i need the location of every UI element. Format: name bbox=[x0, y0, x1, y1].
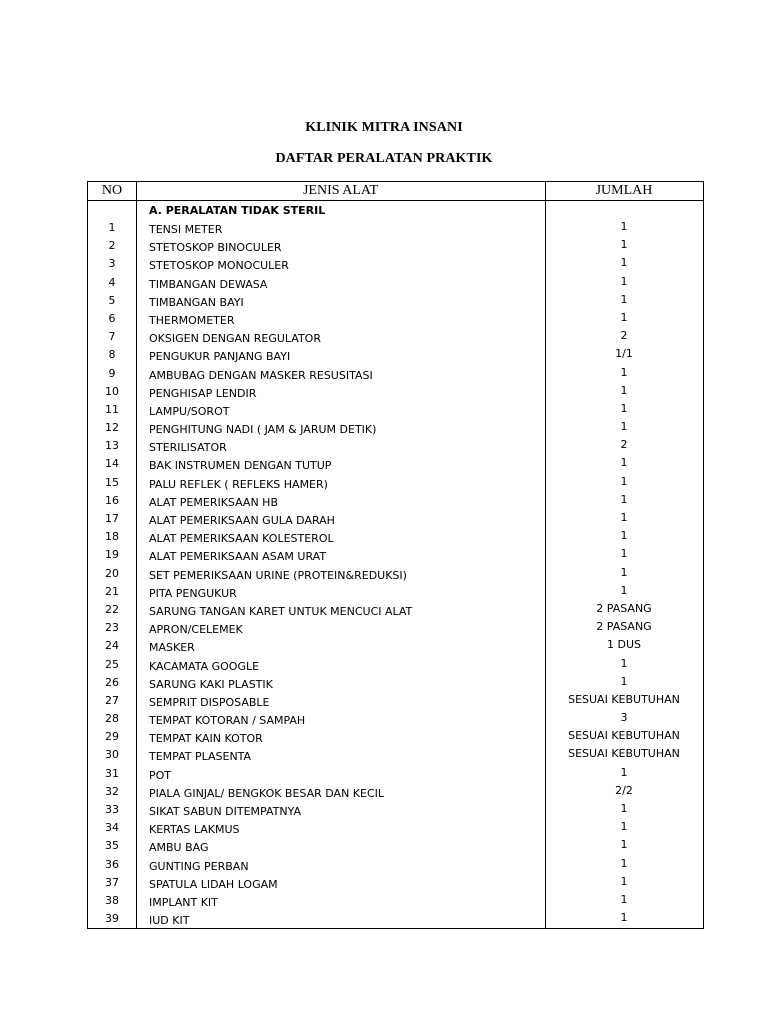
equipment-quantity: 1 bbox=[620, 765, 628, 779]
row-number: 7 bbox=[108, 330, 116, 344]
equipment-quantity: 1 bbox=[620, 365, 628, 379]
equipment-name: STETOSKOP BINOCULER bbox=[149, 241, 282, 255]
table-header-row bbox=[88, 182, 703, 201]
equipment-name: TEMPAT KOTORAN / SAMPAH bbox=[149, 714, 306, 728]
equipment-quantity: 1 bbox=[620, 511, 628, 524]
equipment-name: ALAT PEMERIKSAAN ASAM URAT bbox=[149, 550, 327, 564]
equipment-name: SARUNG TANGAN KARET UNTUK MENCUCI ALAT bbox=[149, 604, 413, 618]
row-number: 37 bbox=[105, 875, 119, 889]
equipment-quantity: 2 bbox=[620, 438, 628, 452]
table-row bbox=[88, 274, 703, 292]
row-number: 39 bbox=[105, 912, 119, 926]
table-row bbox=[88, 528, 703, 546]
row-number: 20 bbox=[105, 566, 119, 580]
table-row bbox=[88, 310, 703, 328]
equipment-name: TIMBANGAN DEWASA bbox=[149, 277, 268, 291]
table-row bbox=[88, 856, 703, 874]
table-row bbox=[88, 692, 703, 710]
row-number: 2 bbox=[108, 239, 116, 253]
equipment-name: PENGHISAP LENDIR bbox=[149, 386, 257, 400]
table-row bbox=[88, 910, 703, 928]
table-row bbox=[88, 583, 703, 601]
equipment-quantity: SESUAI KEBUTUHAN bbox=[568, 747, 680, 761]
equipment-name: KERTAS LAKMUS bbox=[149, 823, 240, 837]
table-row bbox=[88, 474, 703, 492]
table-row bbox=[88, 328, 703, 346]
equipment-quantity: 1 bbox=[620, 820, 628, 834]
table-row bbox=[88, 674, 703, 692]
header-jenis-alat: JENIS ALAT bbox=[302, 183, 379, 198]
row-number: 5 bbox=[108, 293, 116, 307]
equipment-quantity: 1 bbox=[620, 583, 628, 597]
row-number: 12 bbox=[105, 421, 119, 435]
equipment-quantity: 1 bbox=[620, 401, 628, 415]
table-row bbox=[88, 492, 703, 510]
equipment-quantity: 1 bbox=[620, 802, 628, 815]
row-number: 1 bbox=[108, 221, 116, 234]
row-number: 23 bbox=[105, 621, 119, 635]
equipment-name: PIALA GINJAL/ BENGKOK BESAR DAN KECIL bbox=[149, 786, 385, 800]
row-number: 17 bbox=[105, 512, 119, 525]
table-row bbox=[88, 510, 703, 528]
table-row bbox=[88, 637, 703, 655]
row-number: 11 bbox=[105, 402, 119, 416]
equipment-quantity: 1 bbox=[620, 838, 628, 852]
equipment-name: PITA PENGUKUR bbox=[149, 586, 237, 600]
row-number: 25 bbox=[105, 657, 119, 671]
table-row bbox=[88, 783, 703, 801]
table-row bbox=[88, 728, 703, 746]
equipment-quantity: 1 bbox=[620, 892, 628, 906]
equipment-name: AMBU BAG bbox=[149, 841, 209, 855]
equipment-quantity: 1 bbox=[620, 474, 628, 488]
table-row bbox=[88, 656, 703, 674]
equipment-quantity: SESUAI KEBUTUHAN bbox=[568, 692, 680, 706]
equipment-name: SIKAT SABUN DITEMPATNYA bbox=[149, 805, 301, 818]
equipment-quantity: 1 bbox=[620, 911, 628, 925]
table-row bbox=[88, 565, 703, 583]
equipment-quantity: 1 bbox=[620, 274, 628, 288]
row-number: 32 bbox=[105, 784, 119, 798]
equipment-quantity: 1 bbox=[620, 492, 628, 506]
equipment-name: LAMPU/SOROT bbox=[149, 404, 230, 418]
equipment-quantity: 1 bbox=[620, 456, 628, 470]
table-body bbox=[88, 219, 703, 928]
equipment-name: IUD KIT bbox=[149, 914, 190, 928]
row-number: 13 bbox=[105, 439, 119, 453]
equipment-name: ALAT PEMERIKSAAN GULA DARAH bbox=[149, 514, 335, 527]
equipment-name: IMPLANT KIT bbox=[149, 895, 218, 909]
equipment-quantity: 1 bbox=[620, 874, 628, 888]
row-number: 38 bbox=[105, 893, 119, 907]
equipment-name: PALU REFLEK ( REFLEKS HAMER) bbox=[149, 477, 328, 491]
table-row bbox=[88, 710, 703, 728]
equipment-table bbox=[87, 181, 704, 929]
equipment-name: MASKER bbox=[149, 641, 195, 655]
table-row bbox=[88, 546, 703, 564]
row-number: 30 bbox=[105, 748, 119, 762]
row-number: 16 bbox=[105, 493, 119, 507]
equipment-name: THERMOMETER bbox=[149, 313, 235, 327]
row-number: 24 bbox=[105, 639, 119, 653]
table-row bbox=[88, 255, 703, 273]
row-number: 14 bbox=[105, 457, 119, 471]
row-number: 35 bbox=[105, 839, 119, 853]
row-number: 36 bbox=[105, 857, 119, 871]
table-row bbox=[88, 383, 703, 401]
equipment-quantity: 1 bbox=[620, 238, 628, 252]
equipment-name: BAK INSTRUMEN DENGAN TUTUP bbox=[149, 459, 332, 473]
equipment-quantity: 1 DUS bbox=[607, 638, 641, 652]
equipment-name: STETOSKOP MONOCULER bbox=[149, 259, 289, 273]
equipment-quantity: 1 bbox=[620, 656, 628, 670]
equipment-quantity: 2 PASANG bbox=[596, 601, 652, 615]
row-number: 29 bbox=[105, 730, 119, 744]
table-row bbox=[88, 292, 703, 310]
equipment-name: GUNTING PERBAN bbox=[149, 859, 249, 873]
table-row bbox=[88, 437, 703, 455]
equipment-name: SET PEMERIKSAAN URINE (PROTEIN&REDUKSI) bbox=[149, 568, 407, 582]
equipment-name: STERILISATOR bbox=[149, 441, 227, 455]
equipment-name: ALAT PEMERIKSAAN KOLESTEROL bbox=[149, 532, 334, 546]
document-title: KLINIK MITRA INSANI bbox=[305, 120, 463, 135]
row-number: 10 bbox=[105, 384, 119, 398]
row-number: 4 bbox=[108, 275, 116, 289]
equipment-quantity: 1 bbox=[620, 856, 628, 870]
equipment-quantity: SESUAI KEBUTUHAN bbox=[568, 729, 680, 743]
equipment-name: ALAT PEMERIKSAAN HB bbox=[149, 495, 279, 509]
table-row bbox=[88, 365, 703, 383]
row-number: 6 bbox=[108, 311, 116, 325]
equipment-name: PENGHITUNG NADI ( JAM & JARUM DETIK) bbox=[149, 423, 377, 437]
equipment-quantity: 1 bbox=[620, 310, 628, 324]
equipment-name: POT bbox=[149, 768, 172, 782]
table-row bbox=[88, 601, 703, 619]
table-row bbox=[88, 819, 703, 837]
table-row bbox=[88, 801, 703, 819]
table-row bbox=[88, 746, 703, 764]
equipment-name: SPATULA LIDAH LOGAM bbox=[149, 877, 278, 891]
equipment-quantity: 1 bbox=[620, 256, 628, 270]
header-jumlah: JUMLAH bbox=[595, 183, 653, 198]
equipment-quantity: 1/1 bbox=[615, 347, 633, 361]
equipment-quantity: 1 bbox=[620, 292, 628, 306]
table-row bbox=[88, 455, 703, 473]
equipment-name: OKSIGEN DENGAN REGULATOR bbox=[149, 332, 321, 346]
equipment-name: KACAMATA GOOGLE bbox=[149, 659, 260, 673]
table-row bbox=[88, 874, 703, 892]
document-subtitle: DAFTAR PERALATAN PRAKTIK bbox=[275, 151, 493, 166]
row-number: 15 bbox=[105, 475, 119, 489]
equipment-quantity: 2/2 bbox=[615, 783, 633, 797]
equipment-quantity: 2 bbox=[620, 329, 628, 343]
table-row bbox=[88, 892, 703, 910]
table-row bbox=[88, 765, 703, 783]
table-row bbox=[88, 619, 703, 637]
table-row bbox=[88, 401, 703, 419]
equipment-quantity: 3 bbox=[620, 711, 628, 725]
row-number: 26 bbox=[105, 675, 119, 689]
section-title: A. PERALATAN TIDAK STERIL bbox=[149, 204, 326, 217]
equipment-name: TEMPAT PLASENTA bbox=[149, 750, 252, 764]
equipment-name: TIMBANGAN BAYI bbox=[149, 295, 244, 309]
equipment-name: SARUNG KAKI PLASTIK bbox=[149, 677, 273, 691]
equipment-quantity: 1 bbox=[620, 547, 628, 561]
row-number: 19 bbox=[105, 548, 119, 562]
equipment-quantity: 1 bbox=[620, 420, 628, 434]
row-number: 22 bbox=[105, 602, 119, 616]
equipment-quantity: 1 bbox=[620, 565, 628, 579]
row-number: 33 bbox=[105, 803, 119, 816]
table-row bbox=[88, 237, 703, 255]
equipment-name: TENSI METER bbox=[149, 223, 223, 236]
equipment-quantity: 2 PASANG bbox=[596, 620, 652, 634]
equipment-name: APRON/CELEMEK bbox=[149, 623, 243, 637]
row-number: 9 bbox=[108, 366, 116, 380]
row-number: 34 bbox=[105, 821, 119, 835]
row-number: 18 bbox=[105, 530, 119, 544]
row-number: 28 bbox=[105, 712, 119, 726]
equipment-name: AMBUBAG DENGAN MASKER RESUSITASI bbox=[149, 368, 373, 382]
equipment-name: SEMPRIT DISPOSABLE bbox=[149, 695, 270, 709]
row-number: 8 bbox=[108, 348, 116, 362]
equipment-name: TEMPAT KAIN KOTOR bbox=[149, 732, 263, 746]
header-no: NO bbox=[101, 183, 123, 198]
equipment-name: PENGUKUR PANJANG BAYI bbox=[149, 350, 291, 364]
row-number: 3 bbox=[108, 257, 116, 271]
row-number: 27 bbox=[105, 693, 119, 707]
table-row bbox=[88, 219, 703, 237]
row-number: 21 bbox=[105, 584, 119, 598]
equipment-quantity: 1 bbox=[620, 220, 628, 233]
table-row bbox=[88, 346, 703, 364]
table-row bbox=[88, 837, 703, 855]
equipment-quantity: 1 bbox=[620, 529, 628, 543]
equipment-quantity: 1 bbox=[620, 383, 628, 397]
equipment-quantity: 1 bbox=[620, 674, 628, 688]
table-row bbox=[88, 419, 703, 437]
row-number: 31 bbox=[105, 766, 119, 780]
